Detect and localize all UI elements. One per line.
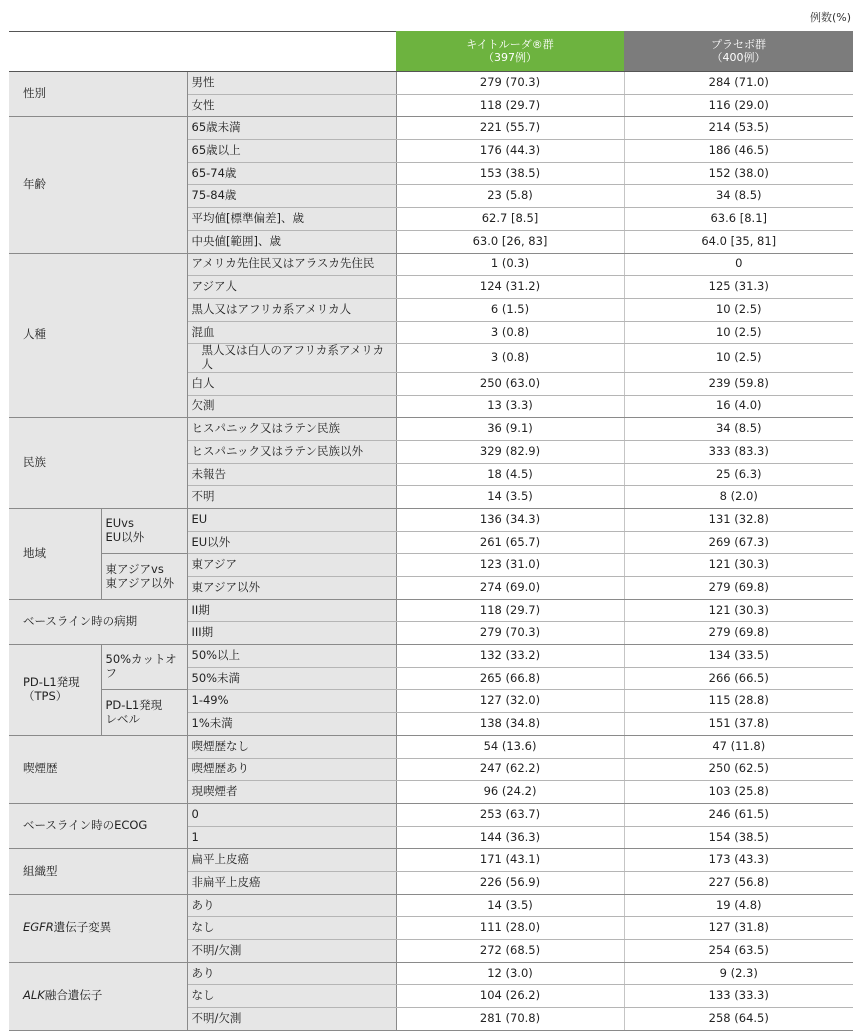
placebo-value: 115 (28.8) [624, 690, 853, 713]
keytruda-value: 124 (31.2) [396, 276, 624, 299]
row-label: 混血 [187, 321, 396, 344]
category-label [9, 962, 187, 1030]
label-line: PD-L1発現 [105, 697, 163, 712]
subgroup-label [101, 554, 187, 599]
table-row [9, 253, 853, 276]
placebo-value: 25 (6.3) [624, 463, 853, 486]
keytruda-value: 127 (32.0) [396, 690, 624, 713]
keytruda-value: 279 (70.3) [396, 72, 624, 95]
placebo-value: 333 (83.3) [624, 440, 853, 463]
subgroup-label [101, 690, 187, 735]
keytruda-value: 261 (65.7) [396, 531, 624, 554]
keytruda-value: 171 (43.1) [396, 849, 624, 872]
table-row [9, 599, 853, 622]
keytruda-value: 118 (29.7) [396, 94, 624, 117]
category-label [9, 117, 187, 253]
keytruda-value: 250 (63.0) [396, 372, 624, 395]
keytruda-value: 13 (3.3) [396, 395, 624, 418]
placebo-value: 133 (33.3) [624, 985, 853, 1008]
keytruda-value: 176 (44.3) [396, 140, 624, 163]
label-line: 組織型 [23, 863, 58, 878]
category-label [9, 253, 187, 418]
row-label: ヒスパニック又はラテン民族 [187, 418, 396, 441]
row-label: 50%未満 [187, 667, 396, 690]
label-line: 50%カットオフ [105, 652, 177, 681]
table-row [9, 418, 853, 441]
placebo-value: 9 (2.3) [624, 962, 853, 985]
row-label: 65-74歳 [187, 162, 396, 185]
placebo-value: 227 (56.8) [624, 871, 853, 894]
placebo-value: 254 (63.5) [624, 940, 853, 963]
label-line: 性別 [23, 86, 46, 101]
label-line: PD-L1発現 [23, 675, 80, 690]
row-label: EU以外 [187, 531, 396, 554]
keytruda-value: 279 (70.3) [396, 622, 624, 645]
placebo-value: 269 (67.3) [624, 531, 853, 554]
keytruda-value: 329 (82.9) [396, 440, 624, 463]
placebo-value: 152 (38.0) [624, 162, 853, 185]
label-line: 年齢 [23, 177, 46, 192]
placebo-value: 64.0 [35, 81] [624, 230, 853, 253]
keytruda-value: 132 (33.2) [396, 645, 624, 668]
table-row [9, 117, 853, 140]
row-label: アジア人 [187, 276, 396, 299]
table-row [9, 554, 853, 577]
keytruda-value: 3 (0.8) [396, 321, 624, 344]
label-line: EUvs [105, 516, 134, 531]
row-label: 75-84歳 [187, 185, 396, 208]
table-header-row [9, 32, 853, 72]
row-label: 白人 [187, 372, 396, 395]
category-label [9, 735, 187, 803]
placebo-value: 19 (4.8) [624, 894, 853, 917]
keytruda-value: 1 (0.3) [396, 253, 624, 276]
row-label: II期 [187, 599, 396, 622]
row-label: 50%以上 [187, 645, 396, 668]
subgroup-label [101, 645, 187, 690]
row-label: 扁平上皮癌 [187, 849, 396, 872]
placebo-value: 258 (64.5) [624, 1008, 853, 1031]
row-label: 喫煙歴なし [187, 735, 396, 758]
placebo-value: 10 (2.5) [624, 344, 853, 373]
label-line: ベースライン時の病期 [23, 614, 138, 628]
keytruda-value: 265 (66.8) [396, 667, 624, 690]
row-label: 非扁平上皮癌 [187, 871, 396, 894]
placebo-value: 239 (59.8) [624, 372, 853, 395]
keytruda-value: 253 (63.7) [396, 803, 624, 826]
label-line: 東アジア以外 [105, 575, 175, 590]
keytruda-arm-count: （397例） [483, 50, 537, 64]
keytruda-arm-header [396, 32, 624, 72]
placebo-value: 16 (4.0) [624, 395, 853, 418]
label-line: 人種 [23, 327, 46, 342]
subgroup-label [101, 508, 187, 553]
row-label: なし [187, 985, 396, 1008]
row-label: アメリカ先住民又はアラスカ先住民 [187, 253, 396, 276]
placebo-value: 154 (38.5) [624, 826, 853, 849]
category-label [9, 508, 101, 599]
placebo-value: 10 (2.5) [624, 298, 853, 321]
keytruda-value: 272 (68.5) [396, 940, 624, 963]
placebo-value: 134 (33.5) [624, 645, 853, 668]
placebo-value: 131 (32.8) [624, 508, 853, 531]
row-label: EU [187, 508, 396, 531]
placebo-arm-header [624, 32, 853, 72]
placebo-value: 121 (30.3) [624, 554, 853, 577]
category-label [9, 72, 187, 117]
keytruda-value: 18 (4.5) [396, 463, 624, 486]
keytruda-value: 144 (36.3) [396, 826, 624, 849]
keytruda-value: 54 (13.6) [396, 735, 624, 758]
keytruda-value: 23 (5.8) [396, 185, 624, 208]
placebo-value: 0 [624, 253, 853, 276]
category-label [9, 599, 187, 644]
placebo-value: 8 (2.0) [624, 486, 853, 509]
patient-characteristics-table [9, 31, 853, 1031]
row-label: 男性 [187, 72, 396, 95]
placebo-value: 186 (46.5) [624, 140, 853, 163]
keytruda-value: 3 (0.8) [396, 344, 624, 373]
keytruda-value: 136 (34.3) [396, 508, 624, 531]
keytruda-arm-title: キイトルーダ®群 [466, 37, 554, 51]
placebo-value: 246 (61.5) [624, 803, 853, 826]
placebo-value: 125 (31.3) [624, 276, 853, 299]
table-row [9, 690, 853, 713]
keytruda-value: 138 (34.8) [396, 713, 624, 736]
row-label: 東アジア以外 [187, 577, 396, 600]
placebo-value: 121 (30.3) [624, 599, 853, 622]
category-label-italic: ALK [23, 988, 45, 1003]
label-line: EU以外 [105, 530, 145, 545]
category-label [9, 894, 187, 962]
placebo-value: 127 (31.8) [624, 917, 853, 940]
row-label: 65歳未満 [187, 117, 396, 140]
placebo-value: 284 (71.0) [624, 72, 853, 95]
row-label: 黒人又は白人のアフリカ系アメリカ人 [187, 344, 396, 373]
keytruda-value: 62.7 [8.5] [396, 208, 624, 231]
row-label: 不明 [187, 486, 396, 509]
row-label: あり [187, 962, 396, 985]
row-label: 喫煙歴あり [187, 758, 396, 781]
keytruda-value: 247 (62.2) [396, 758, 624, 781]
placebo-value: 63.6 [8.1] [624, 208, 853, 231]
keytruda-value: 221 (55.7) [396, 117, 624, 140]
placebo-value: 214 (53.5) [624, 117, 853, 140]
row-label: 不明/欠測 [187, 1008, 396, 1031]
row-label: 1 [187, 826, 396, 849]
label-line: レベル [105, 711, 140, 726]
keytruda-value: 12 (3.0) [396, 962, 624, 985]
unit-label: 例数(%) [809, 11, 851, 24]
row-label: 未報告 [187, 463, 396, 486]
keytruda-value: 36 (9.1) [396, 418, 624, 441]
category-label [9, 418, 187, 509]
placebo-value: 34 (8.5) [624, 185, 853, 208]
table-row [9, 645, 853, 668]
table-row [9, 962, 853, 985]
row-label: 女性 [187, 94, 396, 117]
keytruda-value: 14 (3.5) [396, 894, 624, 917]
row-label: 東アジア [187, 554, 396, 577]
table-row [9, 508, 853, 531]
row-label: 1-49% [187, 690, 396, 713]
placebo-value: 266 (66.5) [624, 667, 853, 690]
keytruda-value: 226 (56.9) [396, 871, 624, 894]
table-row [9, 803, 853, 826]
row-label: 欠測 [187, 395, 396, 418]
row-label: 中央値[範囲]、歳 [187, 230, 396, 253]
row-label: 現喫煙者 [187, 781, 396, 804]
category-label-text: 融合遺伝子 [44, 988, 103, 1003]
keytruda-value: 153 (38.5) [396, 162, 624, 185]
placebo-value: 279 (69.8) [624, 577, 853, 600]
placebo-value: 173 (43.3) [624, 849, 853, 872]
label-line: ベースライン時のECOG [23, 818, 148, 833]
label-line: 民族 [23, 455, 46, 470]
label-line: 地域 [23, 545, 46, 560]
category-label [9, 645, 101, 736]
keytruda-value: 104 (26.2) [396, 985, 624, 1008]
keytruda-value: 123 (31.0) [396, 554, 624, 577]
placebo-value: 10 (2.5) [624, 321, 853, 344]
table-body [9, 72, 853, 1031]
placebo-value: 47 (11.8) [624, 735, 853, 758]
row-label: なし [187, 917, 396, 940]
placebo-value: 279 (69.8) [624, 622, 853, 645]
row-label: 平均値[標準偏差]、歳 [187, 208, 396, 231]
row-label: 65歳以上 [187, 140, 396, 163]
keytruda-value: 14 (3.5) [396, 486, 624, 509]
row-label: ヒスパニック又はラテン民族以外 [187, 440, 396, 463]
placebo-arm-title: プラセボ群 [711, 37, 766, 51]
table-row [9, 72, 853, 95]
row-label: 黒人又はアフリカ系アメリカ人 [187, 298, 396, 321]
header-blank-cell [9, 32, 396, 72]
keytruda-value: 274 (69.0) [396, 577, 624, 600]
row-label: 1%未満 [187, 713, 396, 736]
label-line: 喫煙歴 [23, 761, 58, 776]
placebo-arm-count: （400例） [711, 50, 766, 64]
keytruda-value: 281 (70.8) [396, 1008, 624, 1031]
category-label-text: 遺伝子変異 [53, 920, 112, 935]
label-line: 東アジアvs [105, 561, 164, 576]
keytruda-value: 96 (24.2) [396, 781, 624, 804]
row-label: III期 [187, 622, 396, 645]
table-row [9, 735, 853, 758]
row-label: 0 [187, 803, 396, 826]
placebo-value: 34 (8.5) [624, 418, 853, 441]
keytruda-value: 118 (29.7) [396, 599, 624, 622]
category-label [9, 849, 187, 894]
label-line: （TPS） [23, 688, 68, 703]
category-label-italic: EGFR [23, 920, 54, 935]
category-label [9, 803, 187, 848]
table-row [9, 849, 853, 872]
keytruda-value: 63.0 [26, 83] [396, 230, 624, 253]
placebo-value: 116 (29.0) [624, 94, 853, 117]
placebo-value: 250 (62.5) [624, 758, 853, 781]
keytruda-value: 111 (28.0) [396, 917, 624, 940]
row-label: あり [187, 894, 396, 917]
placebo-value: 103 (25.8) [624, 781, 853, 804]
row-label: 不明/欠測 [187, 940, 396, 963]
table-row [9, 894, 853, 917]
placebo-value: 151 (37.8) [624, 713, 853, 736]
keytruda-value: 6 (1.5) [396, 298, 624, 321]
